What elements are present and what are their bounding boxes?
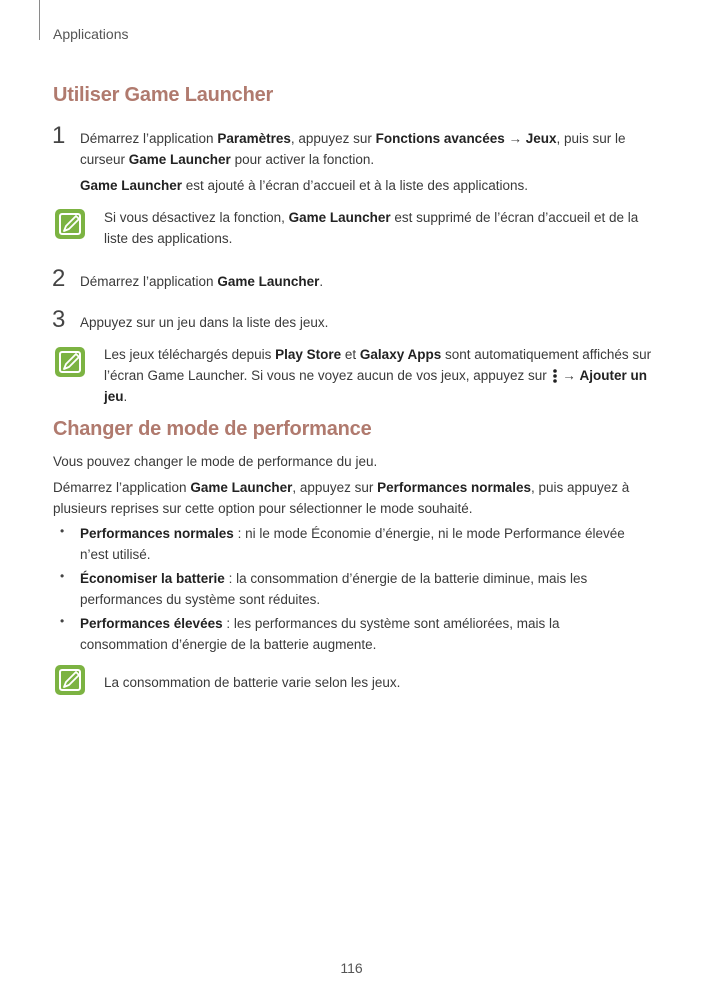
- step-number-2: 2: [52, 265, 66, 292]
- note-3-text: La consommation de batterie varie selon les jeux.: [104, 675, 401, 690]
- bullet-marker: •: [60, 614, 65, 628]
- step-1-text: Démarrez l’application Paramètres, appuyez sur Fonctions avancées → Jeux, puis sur le curseur Game Launcher pour activer la fonction.: [80, 131, 626, 167]
- step-number-1: 1: [52, 122, 66, 149]
- more-options-icon: [551, 368, 559, 384]
- bullet-marker: •: [60, 569, 65, 583]
- step-3-text: Appuyez sur un jeu dans la liste des jeux.: [80, 315, 329, 330]
- bullet-save-battery: Économiser la batterie : la consommation d’énergie de la batterie diminue, mais les performances du système sont réduites.: [80, 571, 588, 607]
- step-1-subtext: Game Launcher est ajouté à l’écran d’accueil et à la liste des applications.: [80, 178, 528, 193]
- note-1-text: Si vous désactivez la fonction, Game Launcher est supprimé de l’écran d’accueil et de la liste des applications.: [104, 210, 639, 246]
- intro-text: Vous pouvez changer le mode de performance du jeu.: [53, 454, 378, 469]
- step-2-text: Démarrez l’application Game Launcher.: [80, 274, 324, 289]
- step-number-3: 3: [52, 306, 66, 333]
- note-2-text: Les jeux téléchargés depuis Play Store et Galaxy Apps sont automatiquement affichés sur l’écran Game Launcher. Si vous ne voyez aucun de vos jeux, appuyez sur → Ajouter un jeu.: [104, 347, 652, 404]
- header-rule: [39, 0, 40, 40]
- note-icon: [54, 208, 86, 240]
- note-icon: [54, 664, 86, 696]
- note-icon: [54, 346, 86, 378]
- page-number: 116: [340, 960, 363, 976]
- section-title-performance-mode: Changer de mode de performance: [53, 418, 372, 440]
- bullet-normal-performance: Performances normales : ni le mode Économie d’énergie, ni le mode Performance élevée n’est utilisé.: [80, 526, 625, 562]
- bullet-high-performance: Performances élevées : les performances du système sont améliorées, mais la consommation d’énergie de la batterie augmente.: [80, 616, 560, 652]
- section-title-game-launcher: Utiliser Game Launcher: [53, 84, 274, 106]
- running-header: Applications: [53, 26, 129, 42]
- performance-instructions: Démarrez l’application Game Launcher, appuyez sur Performances normales, puis appuyez à plusieurs reprises sur cette option pour sélectionner le mode souhaité.: [53, 480, 630, 516]
- bullet-marker: •: [60, 524, 65, 538]
